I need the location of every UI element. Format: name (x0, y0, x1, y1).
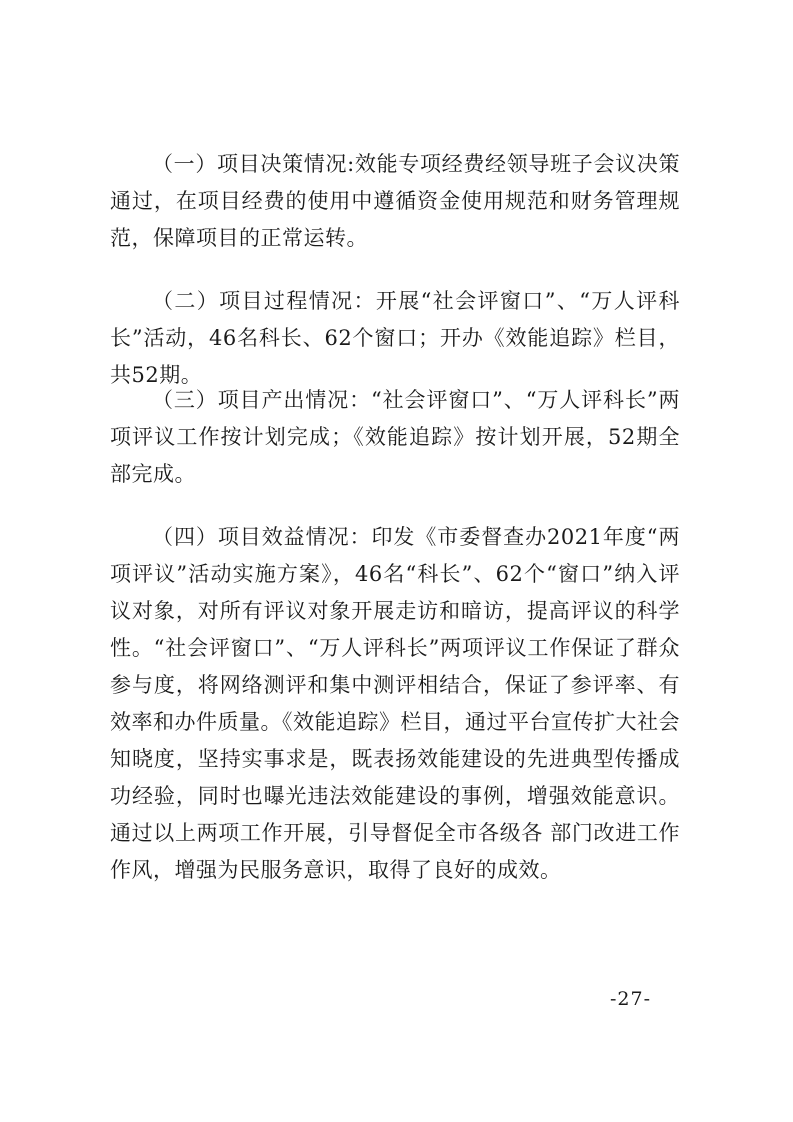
paragraph-project-benefit: （四）项目效益情况：印发《市委督查办2021年度“两项评议”活动实施方案》，46名“科长”、62个“窗口”纳入评议对象，对所有评议对象开展走访和暗访，提高评议的科学性。“社会评窗口”、“万人评科长”两项评议工作保证了群众参与度，将网络测评和集中测评相结合，保证了参评率、有效率和办件质量。《效能追踪》栏目，通过平台宣传扩大社会知晓度，坚持实事求是，既表扬效能建设的先进典型传播成功经验，同时也曝光违法效能建设的事例，增强效能意识。通过以上两项工作开展，引导督促全市各级各 部门改进工作作风，增强为民服务意识，取得了良好的成效。 (110, 525, 680, 882)
page-number: -27- (610, 988, 652, 1010)
paragraph-project-output: （三）项目产出情况：“社会评窗口”、“万人评科长”两项评议工作按计划完成；《效能追踪》按计划开展，52期全部完成。 (110, 388, 680, 486)
paragraph-project-decision: （一）项目决策情况:效能专项经费经领导班子会议决策通过，在项目经费的使用中遵循资金使用规范和财务管理规范，保障项目的正常运转。 (110, 152, 680, 250)
paragraph-project-process: （二）项目过程情况：开展“社会评窗口”、“万人评科长”活动，46名科长、62个窗口；开办《效能追踪》栏目，共52期。 (110, 289, 680, 387)
